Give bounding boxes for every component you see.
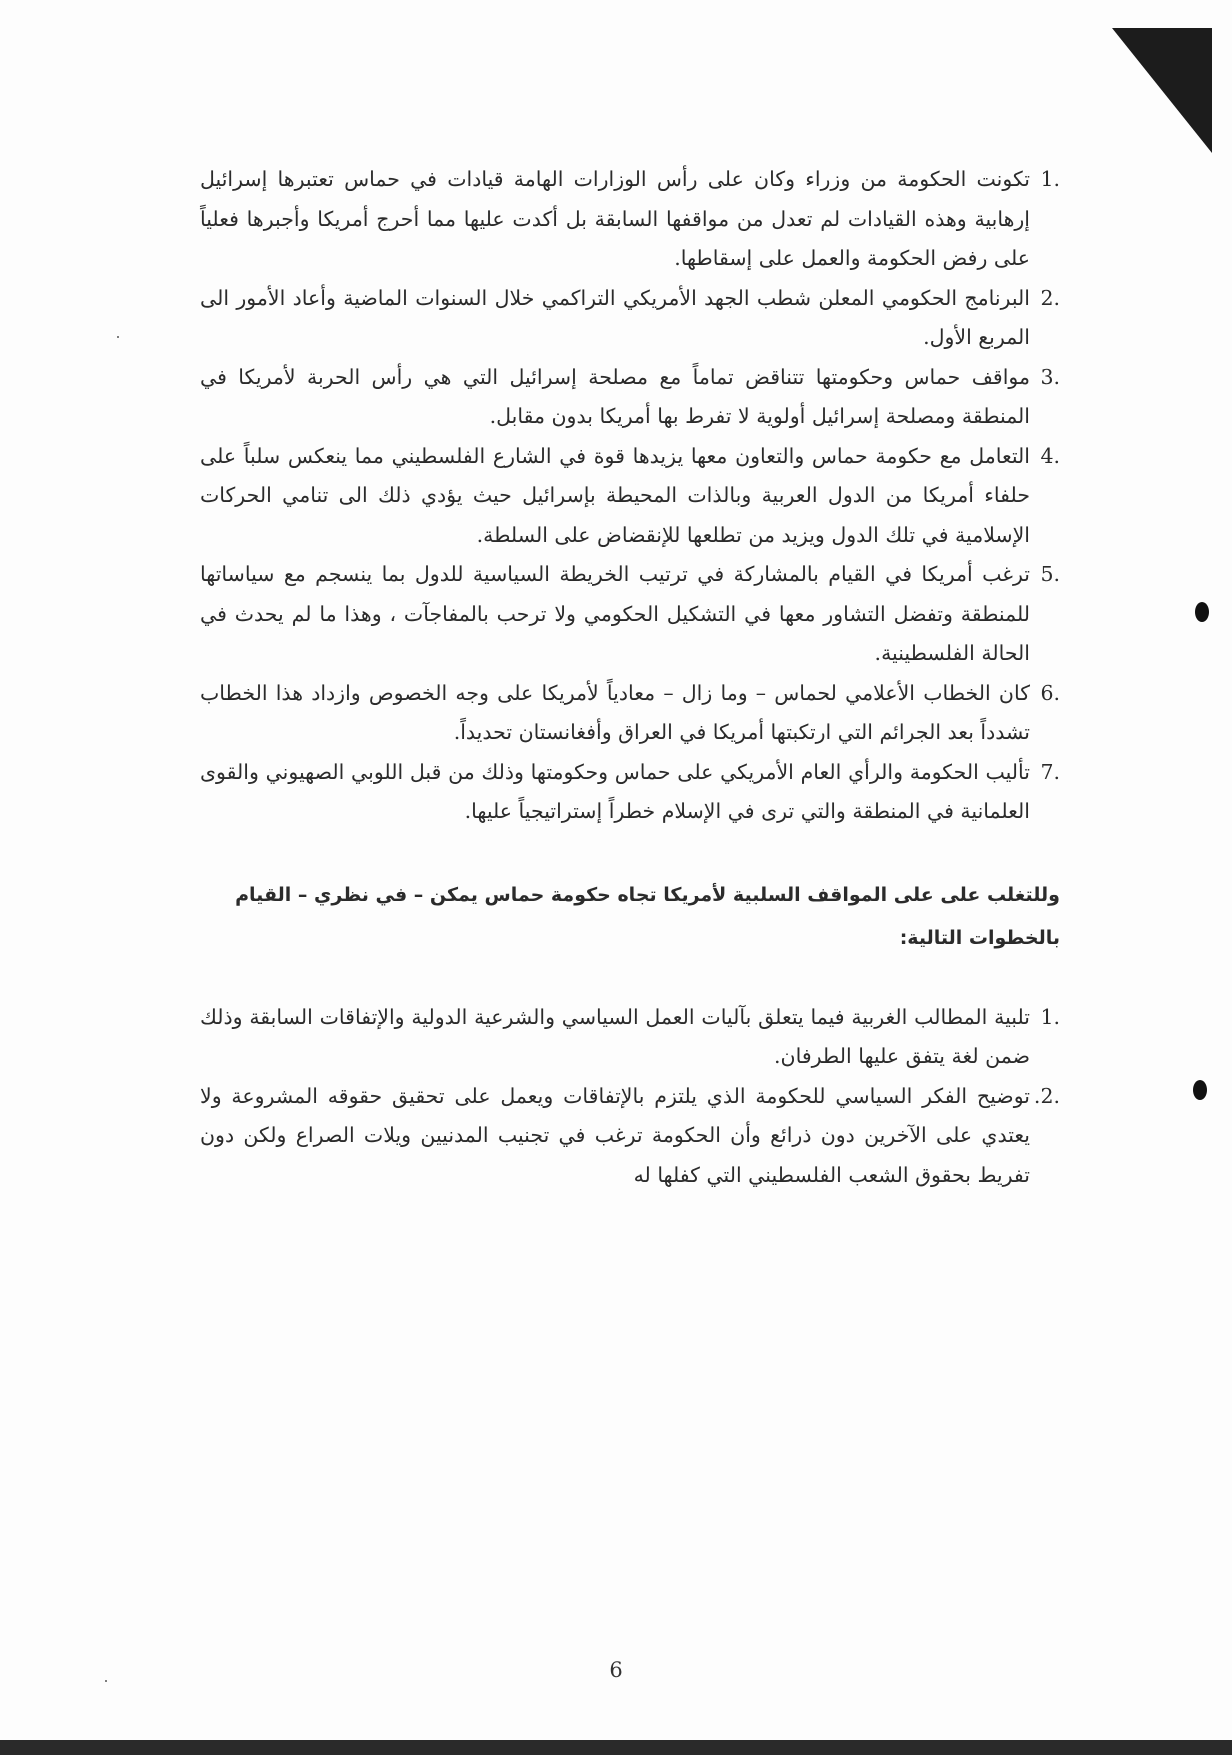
list-item: 1. تلبية المطالب الغربية فيما يتعلق بآليات العمل السياسي والشرعية الدولية والإتفاقات السابقة وذلك ضمن لغة يتفق عليها الطرفان. — [200, 1004, 1060, 1068]
section-heading: وللتغلب على على المواقف السلبية لأمريكا تجاه حكومة حماس يمكن – في نظري – القيام بالخطوات التالية: — [235, 883, 1060, 949]
document-body — [200, 160, 1060, 1195]
list-item-text: ترغب أمريكا في القيام بالمشاركة في ترتيب الخريطة السياسية للدول بما ينسجم مع سياساتها للمنطقة وتفضل التشاور معها في التشكيل الحكومي ولا ترحب بالمفاجآت ، وهذا ما لم يحدث في الحالة الفلسطينية. — [200, 562, 1030, 665]
steps-list — [200, 998, 1060, 1196]
scan-speck — [117, 336, 119, 338]
list-item-text: تكونت الحكومة من وزراء وكان على رأس الوزارات الهامة قيادات في حماس تعتبرها إسرائيل إرهابية وهذه القيادات لم تعدل من مواقفها السابقة بل أكدت عليها مما أحرج أمريكا وأجبرها فعلياً على رفض الحكومة والعمل على إسقاطها. — [200, 167, 1030, 270]
folded-corner — [1112, 28, 1212, 153]
list-item: 7. تأليب الحكومة والرأي العام الأمريكي على حماس وحكومتها وذلك من قبل اللوبي الصهيوني والقوى العلمانية في المنطقة والتي ترى في الإسلام خطراً إستراتيجياً عليها. — [200, 759, 1060, 823]
reasons-list — [200, 160, 1060, 832]
list-item: 2. البرنامج الحكومي المعلن شطب الجهد الأمريكي التراكمي خلال السنوات الماضية وأعاد الأمور الى المربع الأول. — [200, 285, 1060, 349]
list-item: 4. التعامل مع حكومة حماس والتعاون معها يزيدها قوة في الشارع الفلسطيني مما ينعكس سلباً على حلفاء أمريكا من الدول العربية وبالذات المحيطة بإسرائيل حيث يؤدي ذلك الى تنامي الحركات الإسلامية في تلك الدول ويزيد من تطلعها للإنقضاض على السلطة. — [200, 443, 1060, 547]
list-item-text: كان الخطاب الأعلامي لحماس – وما زال – معادياً لأمريكا على وجه الخصوص وازداد هذا الخطاب تشدداً بعد الجرائم التي ارتكبتها أمريكا في العراق وأفغانستان تحديداً. — [200, 680, 1030, 744]
list-item-text: تأليب الحكومة والرأي العام الأمريكي على حماس وحكومتها وذلك من قبل اللوبي الصهيوني والقوى العلمانية في المنطقة والتي ترى في الإسلام خطراً إستراتيجياً عليها. — [200, 759, 1030, 823]
punch-hole-mark — [1195, 602, 1209, 622]
list-item-text: توضيح الفكر السياسي للحكومة الذي يلتزم بالإتفاقات ويعمل على تحقيق حقوقه المشروعة ولا يعتدي على الآخرين دون ذرائع وأن الحكومة ترغب في تجنيب المدنيين ويلات الصراع ولكن دون تفريط بحقوق الشعب الفلسطيني التي كفلها له — [200, 1083, 1030, 1187]
list-item: 6. كان الخطاب الأعلامي لحماس – وما زال – معادياً لأمريكا على وجه الخصوص وازداد هذا الخطاب تشدداً بعد الجرائم التي ارتكبتها أمريكا في العراق وأفغانستان تحديداً. — [200, 680, 1060, 744]
list-item: 5. ترغب أمريكا في القيام بالمشاركة في ترتيب الخريطة السياسية للدول بما ينسجم مع سياساتها للمنطقة وتفضل التشاور معها في التشكيل الحكومي ولا ترحب بالمفاجآت ، وهذا ما لم يحدث في الحالة الفلسطينية. — [200, 562, 1060, 665]
punch-hole-mark — [1193, 1080, 1207, 1100]
list-item-text: تلبية المطالب الغربية فيما يتعلق بآليات العمل السياسي والشرعية الدولية والإتفاقات السابقة وذلك ضمن لغة يتفق عليها الطرفان. — [200, 1004, 1030, 1068]
list-item: 1. تكونت الحكومة من وزراء وكان على رأس الوزارات الهامة قيادات في حماس تعتبرها إسرائيل إرهابية وهذه القيادات لم تعدل من مواقفها السابقة بل أكدت عليها مما أحرج أمريكا وأجبرها فعلياً على رفض الحكومة والعمل على إسقاطها. — [200, 167, 1060, 270]
list-item: 3. مواقف حماس وحكومتها تتناقض تماماً مع مصلحة إسرائيل التي هي رأس الحربة لأمريكا في المنطقة ومصلحة إسرائيل أولوية لا تفرط بها أمريكا بدون مقابل. — [200, 364, 1060, 428]
list-item-text: التعامل مع حكومة حماس والتعاون معها يزيدها قوة في الشارع الفلسطيني مما ينعكس سلباً على حلفاء أمريكا من الدول العربية وبالذات المحيطة بإسرائيل حيث يؤدي ذلك الى تنامي الحركات الإسلامية في تلك الدول ويزيد من تطلعها للإنقضاض على السلطة. — [200, 443, 1030, 547]
list-item-text: مواقف حماس وحكومتها تتناقض تماماً مع مصلحة إسرائيل التي هي رأس الحربة لأمريكا في المنطقة ومصلحة إسرائيل أولوية لا تفرط بها أمريكا بدون مقابل. — [200, 364, 1030, 428]
scan-bottom-edge — [0, 1740, 1232, 1755]
list-item-text: البرنامج الحكومي المعلن شطب الجهد الأمريكي التراكمي خلال السنوات الماضية وأعاد الأمور الى المربع الأول. — [200, 285, 1030, 349]
page-number: 6 — [609, 1658, 623, 1682]
list-item: .2. توضيح الفكر السياسي للحكومة الذي يلتزم بالإتفاقات ويعمل على تحقيق حقوقه المشروعة ولا يعتدي على الآخرين دون ذرائع وأن الحكومة ترغب في تجنيب المدنيين ويلات الصراع ولكن دون تفريط بحقوق الشعب الفلسطيني التي كفلها له — [200, 1083, 1060, 1187]
